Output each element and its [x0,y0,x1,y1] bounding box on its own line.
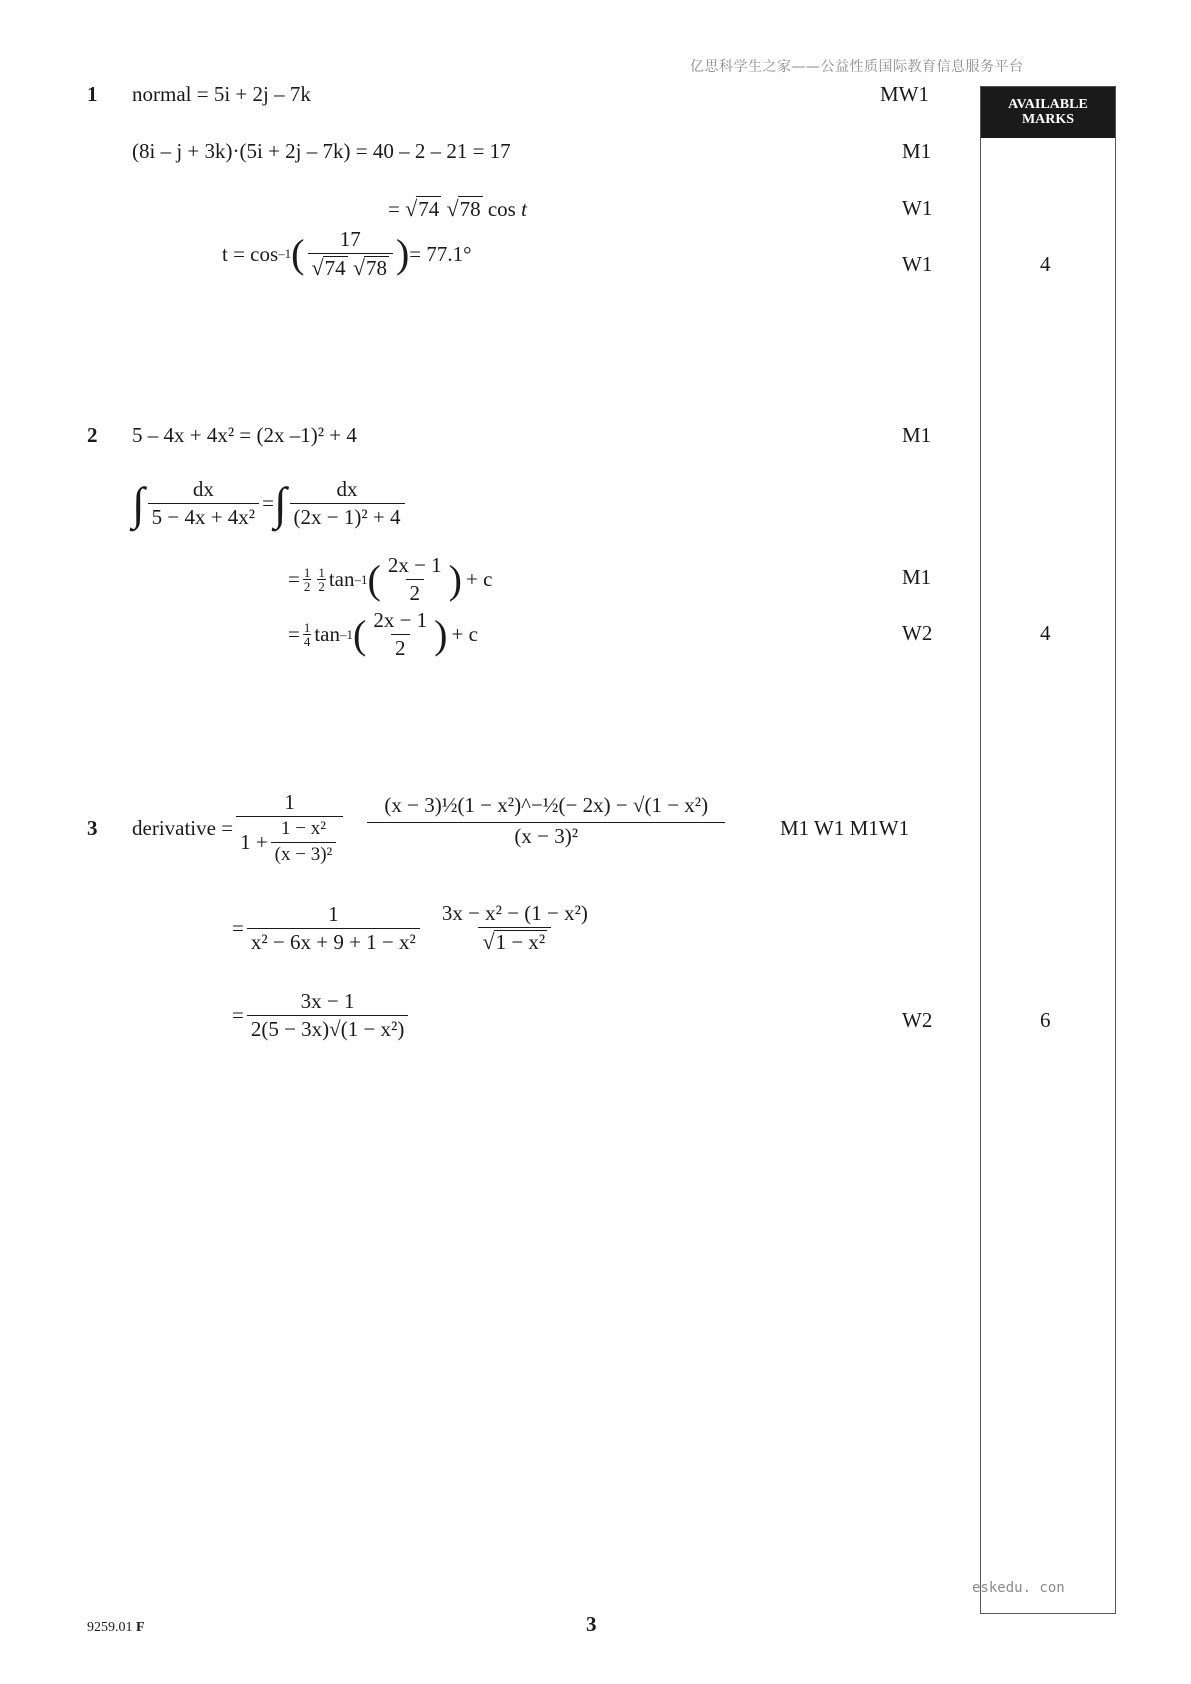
q1-angle-denominator: √ 74 √ 78 [308,253,393,280]
footer-paper-code: 9259.01 F [87,1620,145,1635]
q2-step-half-line: = $\frac{1}{2}$ $\frac{1}{2}$ tan –1 ( $\frac{2x - 1}{2}$ ) + c [288,553,493,606]
question-number-3: 3 [87,816,98,840]
q3-step2-right-fraction: 3x − x² − (1 − x²) √ 1 − x² [441,901,588,955]
q1-available-marks: 4 [1040,252,1051,276]
q3-final-fraction: $\frac{3x - 1}{\text{2(5 − 3x)√(1 − x²)}}$ [247,990,408,1041]
q3-derivative-label: derivative = [132,815,234,840]
q1-angle-line: t = cos –1 ( 17 √ 74 √ 78 ) = 77.1° [222,227,472,281]
q1-normal-line: normal = 5i + 2j – 7k [132,82,311,106]
q1-close-paren: ) [395,231,410,277]
q3-available-marks: 6 [1040,1008,1051,1032]
q1-angle-lhs: t = cos [222,241,279,266]
q2-mark-2: M1 [902,565,932,589]
q2-step-quarter-line: = $\frac{1}{4}$ tan –1 ( $\frac{2x - 1}{2}$ ) + c [288,608,478,661]
q2-tan-text-1: tan [328,567,355,592]
q2-plus-c-2: + c [451,622,478,647]
header-watermark: 亿思科学生之家——公益性质国际教育信息服务平台 [690,59,1024,75]
q1-root-78: √ 78 [446,196,481,221]
q2-half-b: $\frac{1}{2}$ [318,565,325,595]
q3-step2-left-fraction: $\frac{1}{\text{x² − 6x + 9 + 1 − x²}}$ [247,903,420,954]
q1-angle-result: = 77.1° [409,241,472,266]
integral-sign-icon: ∫ [132,477,145,529]
q1-t-variable: t [521,197,527,221]
q1-cos-text: cos [487,197,516,221]
question-number-1: 1 [87,82,98,106]
q2-int-num-left: dx [192,477,214,501]
q3-big-fraction: $\frac{\text{(x − 3)½(1 − x²)\textasciicircum{}−½(− 2x) − √(1 − x²)}}{\text{(x − 3)²}}$ [367,794,725,847]
q1-angle-numerator: 17 [339,227,361,251]
q1-eq-sign: = [388,197,400,221]
q2-half-a: $\frac{1}{2}$ [303,565,311,595]
integral-sign-icon: ∫ [273,477,287,529]
q1-mark-1: MW1 [880,82,929,106]
q2-int-den-left: 5 − 4x + 4x² [148,503,259,529]
q1-mark-3: W1 [902,196,933,220]
q1-mark-2: M1 [902,139,932,163]
q1-magnitude-line [388,196,527,222]
q2-quarter: $\frac{1}{4}$ [303,620,311,650]
q1-dot-product-line: (8i – j + 3k)·(5i + 2j – 7k) = 40 – 2 – 21 = 17 [132,139,511,163]
q2-integral-fraction-right [290,478,405,529]
q2-mark-1: M1 [902,423,932,447]
q2-tan-fraction-2: $\frac{2x - 1}{2}$ [373,608,428,661]
q1-open-paren: ( [291,231,305,277]
footer-watermark: eskedu. con [972,1580,1065,1596]
q2-mark-3: W2 [902,621,933,645]
q2-tan-fraction-1: $\frac{2x - 1}{2}$ [387,553,442,606]
q2-int-den-right: (2x − 1)² + 4 [290,503,405,529]
available-marks-title-line2: MARKS [1021,112,1075,127]
available-marks-header [981,87,1115,138]
q2-plus-c-1: + c [466,567,493,592]
q3-mark-2: W2 [902,1008,933,1032]
q3-derivative-line [132,778,728,878]
q3-step2-line: = $\frac{1}{\text{x² − 6x + 9 + 1 − x²}}$ 3x − x² − (1 − x²) √ 1 − x² [232,902,595,954]
q1-mark-4: W1 [902,252,933,276]
q1-root-74: √ 74 [405,196,440,221]
q1-angle-fraction [308,228,393,280]
q3-mark-1: M1 W1 M1W1 [780,816,910,840]
q2-tan-text-2: tan [314,622,340,647]
available-marks-title-line1: AVAILABLE [1008,97,1088,112]
q2-integral-line: ∫ $\frac{dx}{\text{5 − 4x + 4x²}}$ = ∫ $\frac{dx}{\text{(2x − 1)² + 4}}$ [132,478,408,529]
q2-available-marks: 4 [1040,621,1051,645]
page-number: 3 [586,1612,597,1636]
q2-integral-fraction-left [148,478,259,529]
q2-int-num-right: dx [336,477,358,501]
question-number-2: 2 [87,423,98,447]
q2-complete-square-line: 5 – 4x + 4x² = (2x –1)² + 4 [132,423,357,447]
q3-outer-fraction: 1 1 + $\frac{\text{1 − x²}}{\text{(x − 3)²}}$ [236,791,343,866]
available-marks-column [980,86,1116,1614]
q3-final-line: = $\frac{3x - 1}{\text{2(5 − 3x)√(1 − x²)}}$ [232,990,411,1041]
